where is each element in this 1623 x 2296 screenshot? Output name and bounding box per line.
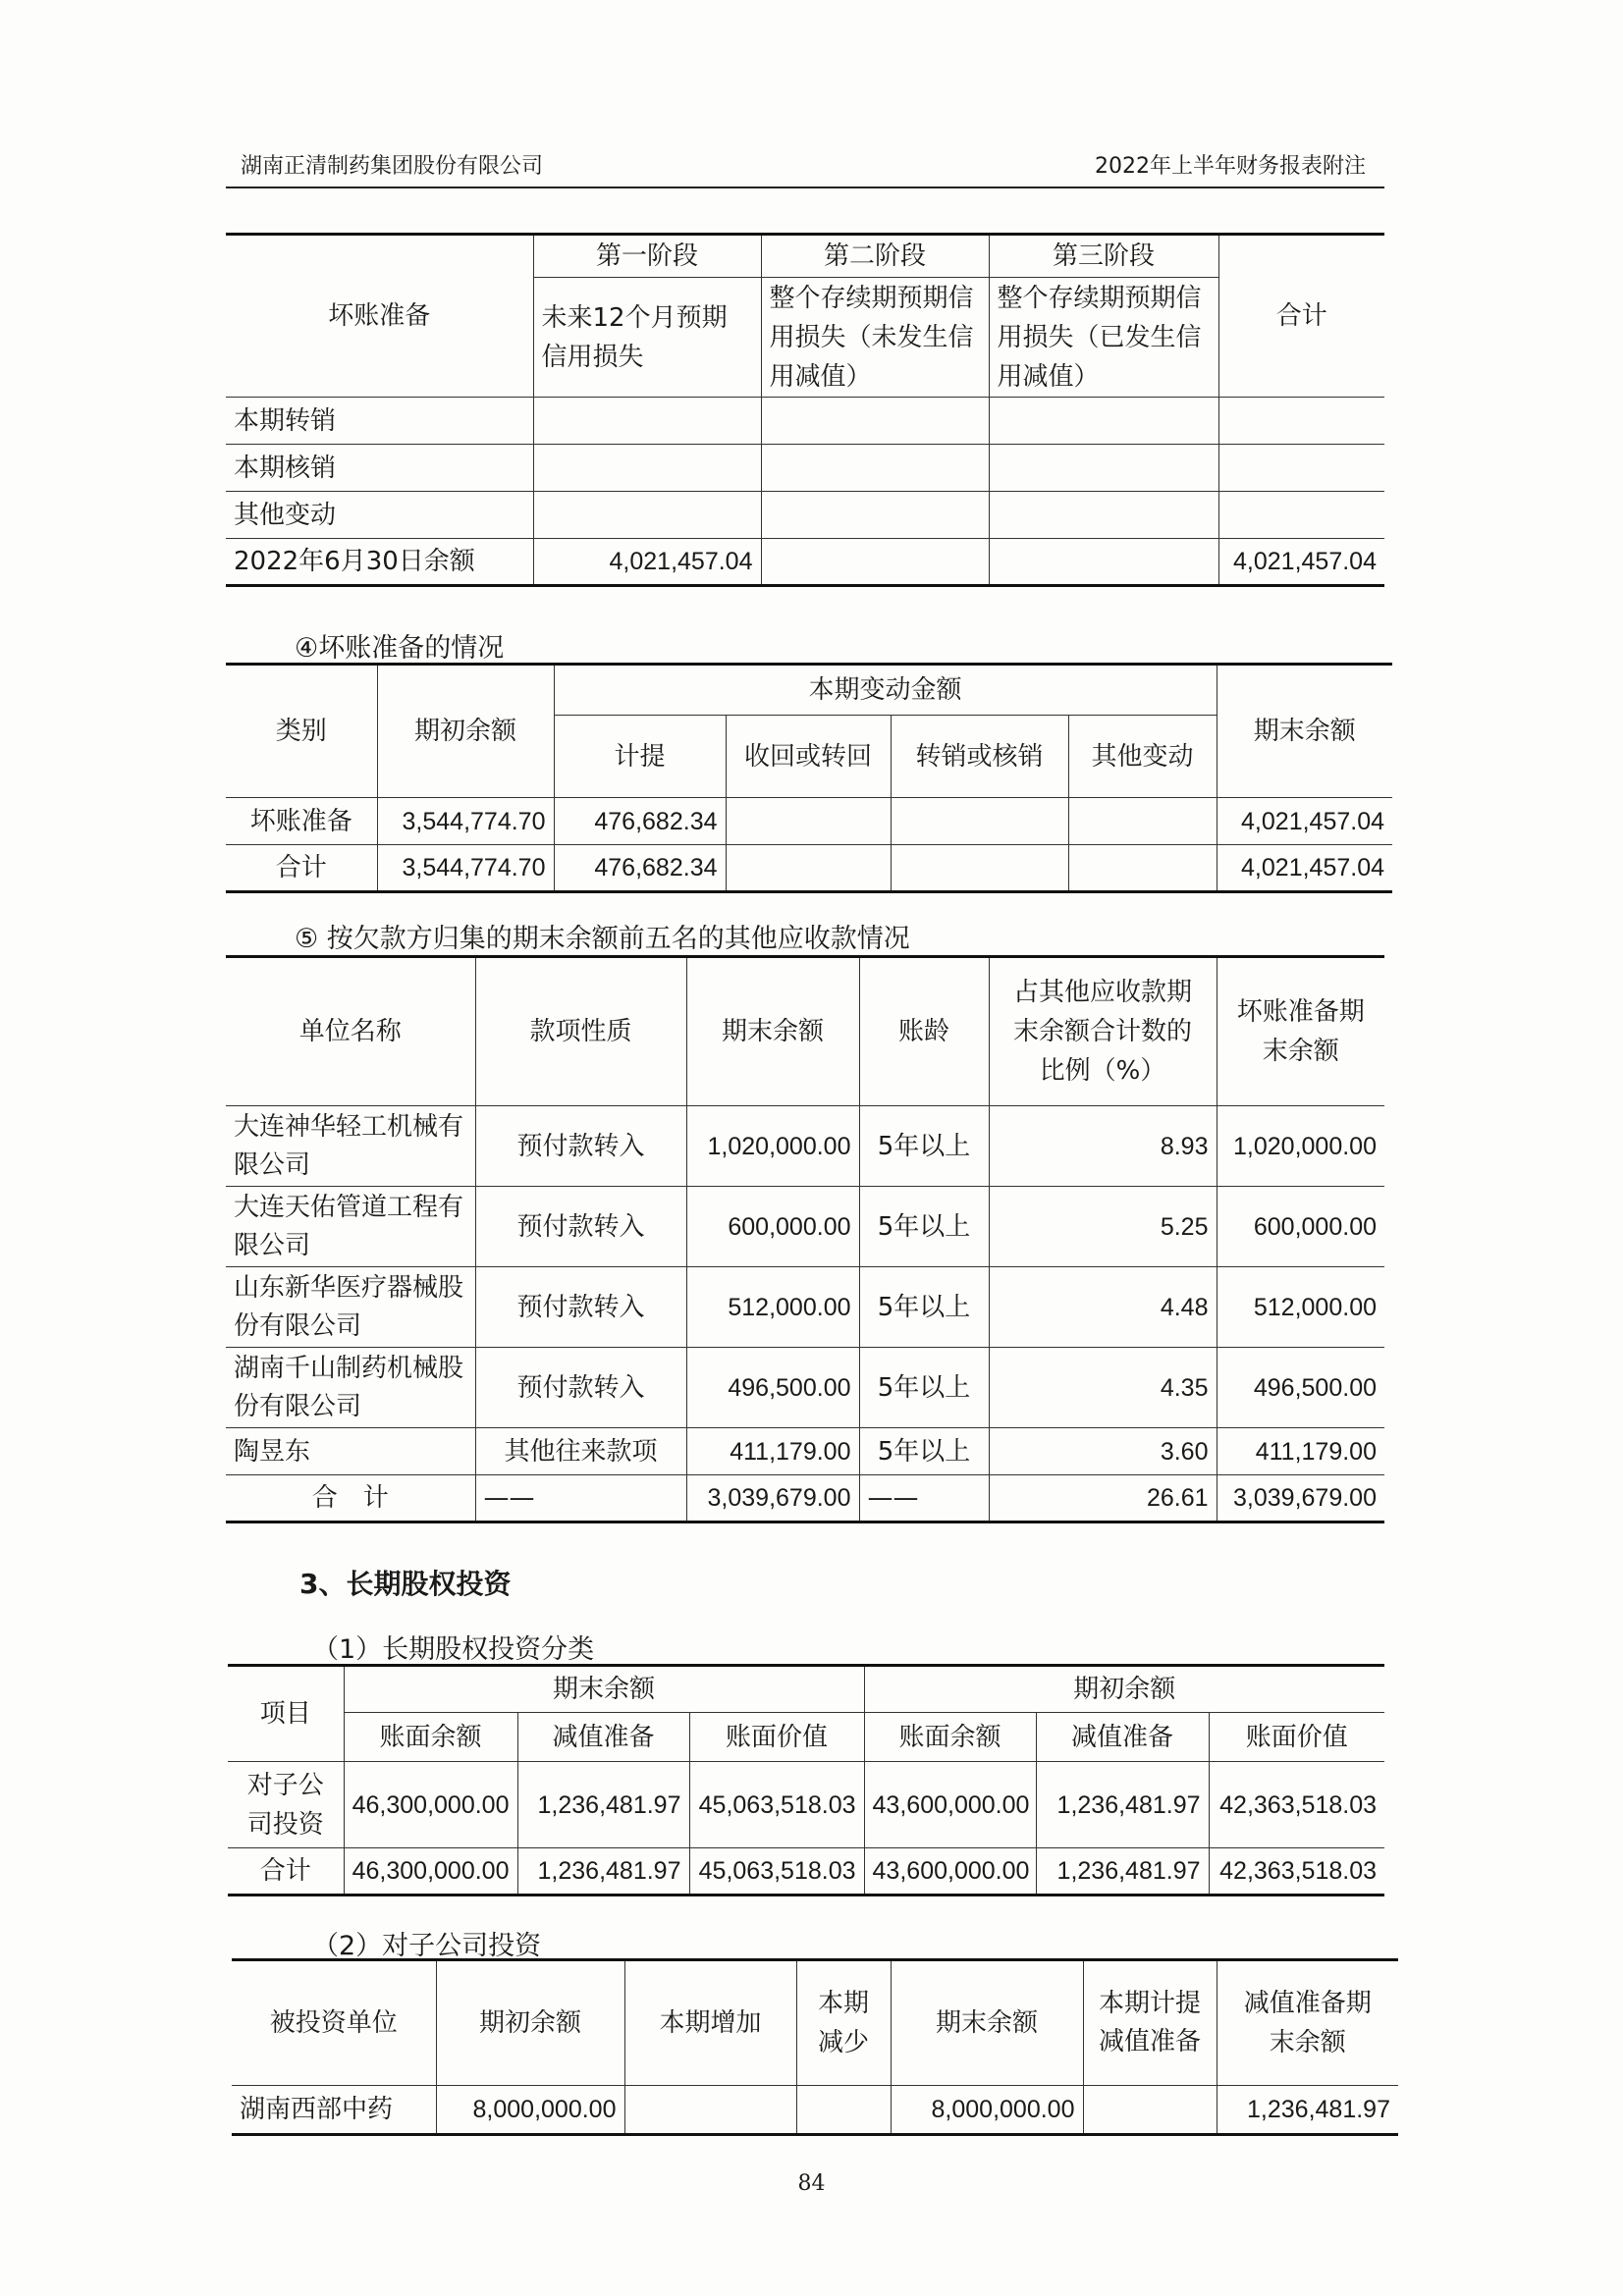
balance-cell: 512,000.00 xyxy=(686,1267,859,1348)
total-value xyxy=(1218,398,1384,445)
stage2-value xyxy=(761,492,989,539)
bad-cell: 512,000.00 xyxy=(1217,1267,1384,1348)
stage1-desc: 未来12个月预期信用损失 xyxy=(533,278,761,398)
ratio-cell: 3.60 xyxy=(989,1428,1217,1475)
balance-header: 期末余额 xyxy=(686,957,859,1106)
decrease-header: 本期减少 xyxy=(796,1960,891,2086)
end-value-cell: 45,063,518.03 xyxy=(689,1848,864,1896)
total-balance: 3,039,679.00 xyxy=(686,1475,859,1522)
closing-cell: 4,021,457.04 xyxy=(1217,798,1392,845)
increase-cell xyxy=(624,2086,796,2135)
item-cell: 合计 xyxy=(228,1848,344,1896)
begin-impair-cell: 1,236,481.97 xyxy=(1036,1848,1209,1896)
total-header: 合计 xyxy=(1218,235,1384,398)
balance-cell: 496,500.00 xyxy=(686,1348,859,1428)
age-header: 账龄 xyxy=(859,957,989,1106)
begin-book-cell: 43,600,000.00 xyxy=(864,1848,1036,1896)
closing-header: 期末余额 xyxy=(891,1960,1083,2086)
company-cell: 大连神华轻工机械有限公司 xyxy=(226,1106,475,1187)
company-cell: 山东新华医疗器械股份有限公司 xyxy=(226,1267,475,1348)
writeoff-cell xyxy=(891,798,1068,845)
opening-cell: 3,544,774.70 xyxy=(377,845,554,892)
provision-header: 计提 xyxy=(554,716,726,798)
nature-cell: 预付款转入 xyxy=(475,1106,686,1187)
report-title: 2022年上半年财务报表附注 xyxy=(1095,154,1366,179)
lt-equity-class-table xyxy=(228,1664,1384,1896)
end-value-cell: 45,063,518.03 xyxy=(689,1762,864,1848)
stage2-value xyxy=(761,445,989,492)
stage3-desc: 整个存续期预期信用损失（已发生信用减值） xyxy=(989,278,1218,398)
age-cell: 5年以上 xyxy=(859,1267,989,1348)
provision-cell xyxy=(1083,2086,1217,2135)
increase-header: 本期增加 xyxy=(624,1960,796,2086)
decrease-cell xyxy=(796,2086,891,2135)
section3-heading: 3、长期股权投资 xyxy=(299,1568,512,1600)
category-header: 类别 xyxy=(226,665,377,798)
provision-cell: 476,682.34 xyxy=(554,798,726,845)
balance-cell: 411,179.00 xyxy=(686,1428,859,1475)
end-impair-cell: 1,236,481.97 xyxy=(517,1848,689,1896)
begin-impair-cell: 1,236,481.97 xyxy=(1036,1762,1209,1848)
closing-header: 期末余额 xyxy=(1217,665,1392,798)
provision-cell: 476,682.34 xyxy=(554,845,726,892)
unit-cell: 湖南西部中药 xyxy=(232,2086,436,2135)
company-cell: 陶昱东 xyxy=(226,1428,475,1475)
impair-end-cell: 1,236,481.97 xyxy=(1217,2086,1398,2135)
bad-cell: 1,020,000.00 xyxy=(1217,1106,1384,1187)
recover-cell xyxy=(726,798,891,845)
bad-debt-stage-table xyxy=(226,233,1384,587)
opening-header: 期初余额 xyxy=(377,665,554,798)
nature-cell: 其他往来款项 xyxy=(475,1428,686,1475)
impair-end-header: 减值准备期末余额 xyxy=(1217,1960,1398,2086)
sub2-caption: （2）对子公司投资 xyxy=(312,1931,542,1961)
stage3-value xyxy=(989,539,1218,586)
total-nature: —— xyxy=(475,1475,686,1522)
provision-header: 本期计提减值准备 xyxy=(1083,1960,1217,2086)
writeoff-cell xyxy=(891,845,1068,892)
bad-cell: 496,500.00 xyxy=(1217,1348,1384,1428)
bad-debt-change-table xyxy=(226,663,1392,893)
ratio-cell: 8.93 xyxy=(989,1106,1217,1187)
row-label: 2022年6月30日余额 xyxy=(226,539,533,586)
ratio-cell: 4.48 xyxy=(989,1267,1217,1348)
age-cell: 5年以上 xyxy=(859,1187,989,1267)
other-header: 其他变动 xyxy=(1068,716,1217,798)
section5-caption: ⑤ 按欠款方归集的期末余额前五名的其他应收款情况 xyxy=(295,924,910,954)
stage3-value xyxy=(989,445,1218,492)
name-header: 单位名称 xyxy=(226,957,475,1106)
stage1-value xyxy=(533,398,761,445)
recover-cell xyxy=(726,845,891,892)
begin-header: 期初余额 xyxy=(864,1666,1384,1713)
ratio-cell: 5.25 xyxy=(989,1187,1217,1267)
begin-value-cell: 42,363,518.03 xyxy=(1209,1848,1384,1896)
unit-header: 被投资单位 xyxy=(232,1960,436,2086)
end-impair-cell: 1,236,481.97 xyxy=(517,1762,689,1848)
end-impair-header: 减值准备 xyxy=(517,1713,689,1762)
category-cell: 坏账准备 xyxy=(226,798,377,845)
col-label: 坏账准备 xyxy=(226,235,533,398)
begin-book-cell: 43,600,000.00 xyxy=(864,1762,1036,1848)
other-cell xyxy=(1068,845,1217,892)
opening-header: 期初余额 xyxy=(436,1960,624,2086)
item-cell: 对子公司投资 xyxy=(228,1762,344,1848)
row-label: 本期核销 xyxy=(226,445,533,492)
age-cell: 5年以上 xyxy=(859,1348,989,1428)
begin-value-cell: 42,363,518.03 xyxy=(1209,1762,1384,1848)
nature-cell: 预付款转入 xyxy=(475,1187,686,1267)
balance-cell: 1,020,000.00 xyxy=(686,1106,859,1187)
total-bad: 3,039,679.00 xyxy=(1217,1475,1384,1522)
age-cell: 5年以上 xyxy=(859,1106,989,1187)
begin-impair-header: 减值准备 xyxy=(1036,1713,1209,1762)
company-cell: 大连天佑管道工程有限公司 xyxy=(226,1187,475,1267)
change-header: 本期变动金额 xyxy=(554,665,1217,716)
recover-header: 收回或转回 xyxy=(726,716,891,798)
writeoff-header: 转销或核销 xyxy=(891,716,1068,798)
end-book-cell: 46,300,000.00 xyxy=(344,1848,517,1896)
total-age: —— xyxy=(859,1475,989,1522)
subsidiary-investment-table xyxy=(232,1958,1398,2136)
category-cell: 合计 xyxy=(226,845,377,892)
end-header: 期末余额 xyxy=(344,1666,864,1713)
stage1-header: 第一阶段 xyxy=(533,235,761,278)
stage1-value xyxy=(533,445,761,492)
end-book-cell: 46,300,000.00 xyxy=(344,1762,517,1848)
stage2-value xyxy=(761,539,989,586)
stage2-value xyxy=(761,398,989,445)
nature-cell: 预付款转入 xyxy=(475,1348,686,1428)
total-ratio: 26.61 xyxy=(989,1475,1217,1522)
header-rule xyxy=(226,187,1384,188)
page-number: 84 xyxy=(797,2171,826,2196)
stage2-header: 第二阶段 xyxy=(761,235,989,278)
item-header: 项目 xyxy=(228,1666,344,1762)
stage2-desc: 整个存续期预期信用损失（未发生信用减值） xyxy=(761,278,989,398)
balance-cell: 600,000.00 xyxy=(686,1187,859,1267)
nature-cell: 预付款转入 xyxy=(475,1267,686,1348)
bad-cell: 411,179.00 xyxy=(1217,1428,1384,1475)
stage3-header: 第三阶段 xyxy=(989,235,1218,278)
bad-cell: 600,000.00 xyxy=(1217,1187,1384,1267)
end-book-header: 账面余额 xyxy=(344,1713,517,1762)
nature-header: 款项性质 xyxy=(475,957,686,1106)
opening-cell: 8,000,000.00 xyxy=(436,2086,624,2135)
age-cell: 5年以上 xyxy=(859,1428,989,1475)
end-value-header: 账面价值 xyxy=(689,1713,864,1762)
stage1-value xyxy=(533,492,761,539)
total-value xyxy=(1218,492,1384,539)
opening-cell: 3,544,774.70 xyxy=(377,798,554,845)
total-value: 4,021,457.04 xyxy=(1218,539,1384,586)
stage3-value xyxy=(989,398,1218,445)
stage3-value xyxy=(989,492,1218,539)
company-cell: 湖南千山制药机械股份有限公司 xyxy=(226,1348,475,1428)
ratio-cell: 4.35 xyxy=(989,1348,1217,1428)
company-name: 湖南正清制药集团股份有限公司 xyxy=(241,154,544,179)
bad-header: 坏账准备期末余额 xyxy=(1217,957,1384,1106)
row-label: 本期转销 xyxy=(226,398,533,445)
begin-book-header: 账面余额 xyxy=(864,1713,1036,1762)
ratio-header: 占其他应收款期末余额合计数的比例（%） xyxy=(989,957,1217,1106)
stage1-value: 4,021,457.04 xyxy=(533,539,761,586)
closing-cell: 8,000,000.00 xyxy=(891,2086,1083,2135)
top5-receivables-table xyxy=(226,955,1384,1523)
total-label: 合 计 xyxy=(226,1475,475,1522)
other-cell xyxy=(1068,798,1217,845)
section4-caption: ④坏账准备的情况 xyxy=(295,633,505,664)
closing-cell: 4,021,457.04 xyxy=(1217,845,1392,892)
total-value xyxy=(1218,445,1384,492)
sub1-caption: （1）长期股权投资分类 xyxy=(312,1634,595,1665)
begin-value-header: 账面价值 xyxy=(1209,1713,1384,1762)
row-label: 其他变动 xyxy=(226,492,533,539)
